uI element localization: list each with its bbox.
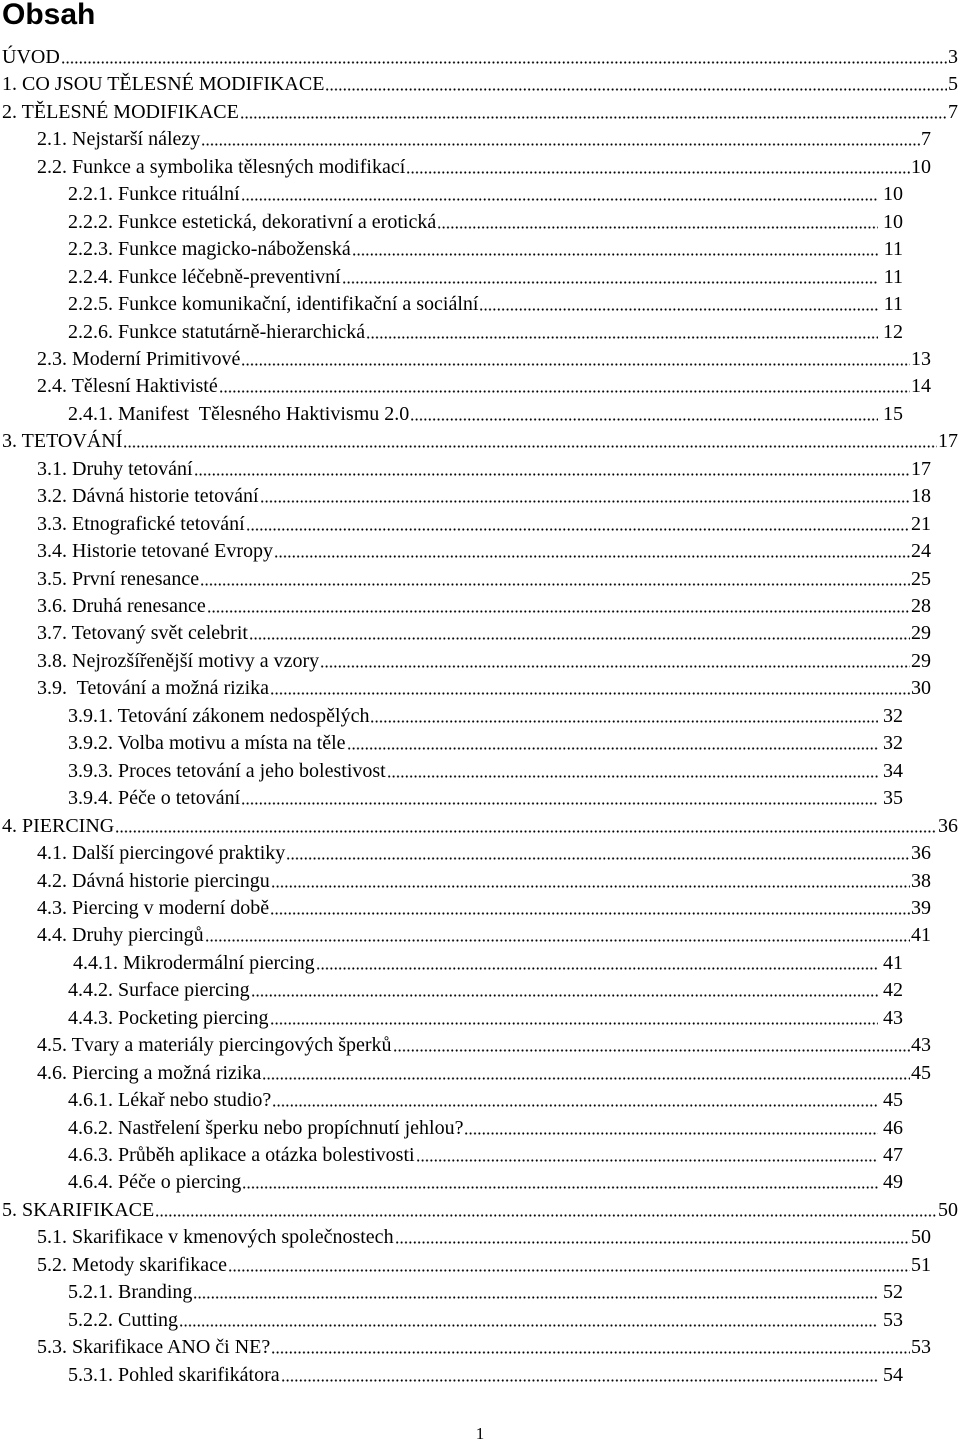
toc-entry-page: 43 bbox=[883, 1007, 903, 1029]
toc-dot-leader bbox=[366, 319, 878, 339]
toc-entry[interactable] bbox=[37, 511, 931, 537]
toc-dot-leader bbox=[286, 840, 910, 860]
toc-entry-title: 3.8. Nejrozšířenější motivy a vzory bbox=[37, 650, 320, 672]
toc-entry-title: 2.4. Tělesní Haktivisté bbox=[37, 375, 218, 397]
toc-entry-page: 13 bbox=[911, 348, 931, 370]
toc-entry[interactable] bbox=[37, 373, 931, 399]
toc-entry[interactable] bbox=[68, 758, 903, 784]
toc-entry-title: 3.3. Etnografické tetování bbox=[37, 513, 245, 535]
toc-dot-leader bbox=[274, 538, 910, 558]
toc-entry[interactable] bbox=[37, 868, 931, 894]
toc-entry-page: 30 bbox=[911, 677, 931, 699]
toc-entry[interactable] bbox=[37, 346, 931, 372]
toc-entry-title: 4.3. Piercing v moderní době bbox=[37, 897, 270, 919]
toc-entry-title: 4.4.3. Pocketing piercing bbox=[68, 1007, 269, 1029]
toc-entry-title: 2.4.1. Manifest Tělesného Haktivismu 2.0 bbox=[68, 403, 410, 425]
toc-entry-title: 2.2.6. Funkce statutárně-hierarchická bbox=[68, 321, 366, 343]
toc-entry-page: 42 bbox=[883, 979, 903, 1001]
toc-entry[interactable] bbox=[68, 319, 903, 345]
toc-entry-page: 32 bbox=[883, 732, 903, 754]
toc-entry-page: 50 bbox=[911, 1226, 931, 1248]
toc-entry-title: 5.3.1. Pohled skarifikátora bbox=[68, 1364, 280, 1386]
toc-dot-leader bbox=[241, 346, 910, 366]
toc-entry-title: 4.5. Tvary a materiály piercingových šperků bbox=[37, 1034, 392, 1056]
toc-dot-leader bbox=[281, 1362, 878, 1382]
toc-entry[interactable] bbox=[37, 675, 931, 701]
toc-entry[interactable] bbox=[37, 126, 931, 152]
toc-dot-leader bbox=[123, 428, 937, 448]
toc-entry-page: 53 bbox=[883, 1309, 903, 1331]
toc-entry[interactable] bbox=[37, 1334, 931, 1360]
page-title: Obsah bbox=[2, 0, 96, 31]
toc-dot-leader bbox=[179, 1307, 878, 1327]
toc-entry[interactable] bbox=[37, 1060, 931, 1086]
toc-entry-title: 4.4.1. Mikrodermální piercing bbox=[68, 952, 315, 974]
toc-dot-leader bbox=[251, 977, 878, 997]
toc-entry-title: 2.3. Moderní Primitivové bbox=[37, 348, 241, 370]
toc-entry[interactable] bbox=[2, 99, 958, 125]
toc-entry[interactable] bbox=[68, 730, 903, 756]
toc-dot-leader bbox=[437, 209, 878, 229]
toc-dot-leader bbox=[320, 648, 910, 668]
toc-entry-page: 34 bbox=[883, 760, 903, 782]
toc-dot-leader bbox=[370, 703, 878, 723]
toc-entry-title: 4.6.4. Péče o piercing bbox=[68, 1171, 242, 1193]
toc-entry-title: 3.5. První renesance bbox=[37, 568, 200, 590]
toc-entry[interactable] bbox=[37, 922, 931, 948]
toc-entry-page: 51 bbox=[911, 1254, 931, 1276]
toc-entry-title: 3.7. Tetovaný svět celebrit bbox=[37, 622, 248, 644]
toc-entry[interactable] bbox=[37, 840, 931, 866]
toc-entry[interactable] bbox=[37, 1032, 931, 1058]
toc-dot-leader bbox=[249, 620, 910, 640]
toc-entry-title: 2.2.1. Funkce rituální bbox=[68, 183, 240, 205]
toc-entry-page: 18 bbox=[911, 485, 931, 507]
toc-entry-page: 5 bbox=[948, 73, 958, 95]
toc-entry-page: 17 bbox=[911, 458, 931, 480]
toc-entry-title: 5.3. Skarifikace ANO či NE? bbox=[37, 1336, 271, 1358]
toc-dot-leader bbox=[260, 483, 910, 503]
toc-entry[interactable] bbox=[68, 1279, 903, 1305]
toc-entry[interactable] bbox=[37, 566, 931, 592]
toc-entry-title: 4. PIERCING bbox=[2, 815, 115, 837]
toc-entry-title: 3.9.2. Volba motivu a místa na těle bbox=[68, 732, 346, 754]
toc-entry-page: 10 bbox=[911, 156, 931, 178]
toc-entry-page: 43 bbox=[911, 1034, 931, 1056]
toc-entry-page: 45 bbox=[911, 1062, 931, 1084]
toc-entry-title: 3.9.3. Proces tetování a jeho bolestivost bbox=[68, 760, 386, 782]
toc-entry-title: 3.9. Tetování a možná rizika bbox=[37, 677, 270, 699]
toc-entry-title: 3.2. Dávná historie tetování bbox=[37, 485, 259, 507]
toc-entry[interactable] bbox=[68, 950, 903, 976]
toc-entry-title: 2.1. Nejstarší nálezy bbox=[37, 128, 201, 150]
toc-entry-title: 5.2.2. Cutting bbox=[68, 1309, 179, 1331]
toc-entry-title: ÚVOD bbox=[2, 46, 60, 68]
toc-entry[interactable] bbox=[68, 264, 903, 290]
toc-entry-page: 7 bbox=[948, 101, 958, 123]
toc-entry-title: 2.2.2. Funkce estetická, dekorativní a erotická bbox=[68, 211, 437, 233]
toc-dot-leader bbox=[342, 264, 878, 284]
toc-entry-page: 24 bbox=[911, 540, 931, 562]
toc-entry[interactable] bbox=[37, 620, 931, 646]
toc-entry-title: 3.1. Druhy tetování bbox=[37, 458, 193, 480]
toc-entry[interactable] bbox=[68, 209, 903, 235]
toc-dot-leader bbox=[155, 1197, 937, 1217]
toc-entry-page: 17 bbox=[938, 430, 958, 452]
toc-entry[interactable] bbox=[2, 1197, 958, 1223]
toc-entry-page: 11 bbox=[883, 238, 903, 260]
toc-dot-leader bbox=[464, 1115, 878, 1135]
toc-entry-page: 28 bbox=[911, 595, 931, 617]
toc-dot-leader bbox=[271, 1334, 910, 1354]
toc-dot-leader bbox=[205, 922, 910, 942]
toc-dot-leader bbox=[115, 813, 937, 833]
toc-entry-page: 39 bbox=[911, 897, 931, 919]
toc-entry-title: 2.2.4. Funkce léčebně-preventivní bbox=[68, 266, 341, 288]
toc-dot-leader bbox=[219, 373, 910, 393]
toc-entry-page: 45 bbox=[883, 1089, 903, 1111]
toc-dot-leader bbox=[242, 1169, 878, 1189]
toc-entry-title: 5.1. Skarifikace v kmenových společnostech bbox=[37, 1226, 394, 1248]
toc-dot-leader bbox=[325, 71, 947, 91]
toc-dot-leader bbox=[228, 1252, 910, 1272]
toc-entry-page: 14 bbox=[911, 375, 931, 397]
toc-entry-page: 41 bbox=[883, 952, 903, 974]
toc-dot-leader bbox=[416, 1142, 878, 1162]
toc-entry[interactable] bbox=[37, 593, 931, 619]
toc-entry-title: 4.6.1. Lékař nebo studio? bbox=[68, 1089, 272, 1111]
toc-entry[interactable] bbox=[37, 456, 931, 482]
toc-dot-leader bbox=[194, 456, 910, 476]
toc-entry[interactable] bbox=[37, 483, 931, 509]
toc-entry-page: 11 bbox=[883, 293, 903, 315]
toc-entry-page: 47 bbox=[883, 1144, 903, 1166]
toc-dot-leader bbox=[262, 1060, 910, 1080]
toc-dot-leader bbox=[193, 1279, 878, 1299]
toc-dot-leader bbox=[240, 99, 947, 119]
toc-entry[interactable] bbox=[68, 703, 903, 729]
toc-entry[interactable] bbox=[68, 1005, 903, 1031]
toc-dot-leader bbox=[270, 675, 910, 695]
toc-entry-page: 3 bbox=[948, 46, 958, 68]
toc-entry-page: 52 bbox=[883, 1281, 903, 1303]
toc-dot-leader bbox=[352, 236, 878, 256]
toc-entry[interactable] bbox=[68, 291, 903, 317]
toc-entry-title: 4.6.2. Nastřelení šperku nebo propíchnutí jehlou? bbox=[68, 1117, 464, 1139]
toc-dot-leader bbox=[387, 758, 878, 778]
toc-entry[interactable] bbox=[68, 785, 903, 811]
toc-entry-page: 49 bbox=[883, 1171, 903, 1193]
toc-entry-page: 53 bbox=[911, 1336, 931, 1358]
toc-entry-title: 4.4. Druhy piercingů bbox=[37, 924, 204, 946]
toc-entry-title: 3.9.1. Tetování zákonem nedospělých bbox=[68, 705, 370, 727]
toc-entry-page: 12 bbox=[883, 321, 903, 343]
toc-entry-page: 29 bbox=[911, 650, 931, 672]
toc-entry-page: 10 bbox=[883, 183, 903, 205]
toc-entry[interactable] bbox=[68, 1169, 903, 1195]
toc-entry[interactable] bbox=[2, 813, 958, 839]
toc-entry-page: 21 bbox=[911, 513, 931, 535]
toc-entry-page: 50 bbox=[938, 1199, 958, 1221]
toc-entry-title: 1. CO JSOU TĚLESNÉ MODIFIKACE bbox=[2, 73, 325, 95]
toc-entry-title: 4.6. Piercing a možná rizika bbox=[37, 1062, 262, 1084]
toc-entry-title: 5. SKARIFIKACE bbox=[2, 1199, 155, 1221]
toc-dot-leader bbox=[270, 1005, 878, 1025]
toc-entry[interactable] bbox=[37, 1252, 931, 1278]
toc-entry[interactable] bbox=[68, 1307, 903, 1333]
toc-entry-title: 2.2. Funkce a symbolika tělesných modifikací bbox=[37, 156, 406, 178]
toc-entry-title: 4.1. Další piercingové praktiky bbox=[37, 842, 286, 864]
toc-entry[interactable] bbox=[68, 181, 903, 207]
toc-entry-title: 3.4. Historie tetované Evropy bbox=[37, 540, 274, 562]
toc-entry-title: 3. TETOVÁNÍ bbox=[2, 430, 123, 452]
toc-entry-page: 25 bbox=[911, 568, 931, 590]
toc-entry[interactable] bbox=[37, 154, 931, 180]
toc-entry-page: 41 bbox=[911, 924, 931, 946]
toc-dot-leader bbox=[241, 181, 878, 201]
toc-dot-leader bbox=[410, 401, 878, 421]
toc-entry[interactable] bbox=[37, 538, 931, 564]
toc-entry[interactable] bbox=[37, 648, 931, 674]
toc-entry-page: 36 bbox=[938, 815, 958, 837]
toc-entry-title: 5.2. Metody skarifikace bbox=[37, 1254, 227, 1276]
toc-dot-leader bbox=[272, 1087, 878, 1107]
toc-dot-leader bbox=[241, 785, 878, 805]
toc-entry[interactable] bbox=[68, 401, 903, 427]
toc-dot-leader bbox=[246, 511, 910, 531]
toc-dot-leader bbox=[479, 291, 878, 311]
toc-entry-title: 2.2.5. Funkce komunikační, identifikační a sociální bbox=[68, 293, 479, 315]
toc-entry-title: 2. TĚLESNÉ MODIFIKACE bbox=[2, 101, 239, 123]
toc-entry-page: 54 bbox=[883, 1364, 903, 1386]
toc-entry[interactable] bbox=[2, 71, 958, 97]
toc-entry-page: 35 bbox=[883, 787, 903, 809]
toc-dot-leader bbox=[316, 950, 878, 970]
toc-dot-leader bbox=[395, 1224, 910, 1244]
page-number: 1 bbox=[475, 1424, 485, 1443]
toc-entry-page: 15 bbox=[883, 403, 903, 425]
toc-entry-page: 32 bbox=[883, 705, 903, 727]
toc-dot-leader bbox=[270, 895, 910, 915]
toc-entry-page: 29 bbox=[911, 622, 931, 644]
toc-entry-page: 46 bbox=[883, 1117, 903, 1139]
toc-entry-title: 4.2. Dávná historie piercingu bbox=[37, 870, 270, 892]
toc-dot-leader bbox=[393, 1032, 910, 1052]
toc-entry-page: 7 bbox=[921, 128, 931, 150]
toc-entry[interactable] bbox=[37, 1224, 931, 1250]
toc-dot-leader bbox=[207, 593, 910, 613]
toc-entry[interactable] bbox=[68, 236, 903, 262]
toc-entry-title: 4.6.3. Průběh aplikace a otázka bolestivosti bbox=[68, 1144, 415, 1166]
toc-dot-leader bbox=[347, 730, 878, 750]
toc-entry-page: 38 bbox=[911, 870, 931, 892]
toc-dot-leader bbox=[406, 154, 910, 174]
toc-entry-title: 5.2.1. Branding bbox=[68, 1281, 193, 1303]
toc-entry-title: 3.9.4. Péče o tetování bbox=[68, 787, 241, 809]
toc-entry-page: 10 bbox=[883, 211, 903, 233]
toc-entry[interactable] bbox=[68, 1142, 903, 1168]
toc-entry-page: 36 bbox=[911, 842, 931, 864]
toc-entry-title: 2.2.3. Funkce magicko-náboženská bbox=[68, 238, 351, 260]
toc-entry[interactable] bbox=[68, 1087, 903, 1113]
toc-entry[interactable] bbox=[37, 895, 931, 921]
toc-entry-page: 11 bbox=[883, 266, 903, 288]
toc-dot-leader bbox=[201, 126, 920, 146]
toc-entry-title: 4.4.2. Surface piercing bbox=[68, 979, 250, 1001]
toc-dot-leader bbox=[200, 566, 910, 586]
toc-entry-title: 3.6. Druhá renesance bbox=[37, 595, 206, 617]
toc-entry[interactable] bbox=[68, 1115, 903, 1141]
toc-entry[interactable] bbox=[68, 977, 903, 1003]
toc-dot-leader bbox=[271, 868, 910, 888]
toc-entry[interactable] bbox=[2, 428, 958, 454]
toc-entry[interactable] bbox=[68, 1362, 903, 1388]
toc-dot-leader bbox=[61, 44, 947, 64]
toc-entry[interactable] bbox=[2, 44, 958, 70]
